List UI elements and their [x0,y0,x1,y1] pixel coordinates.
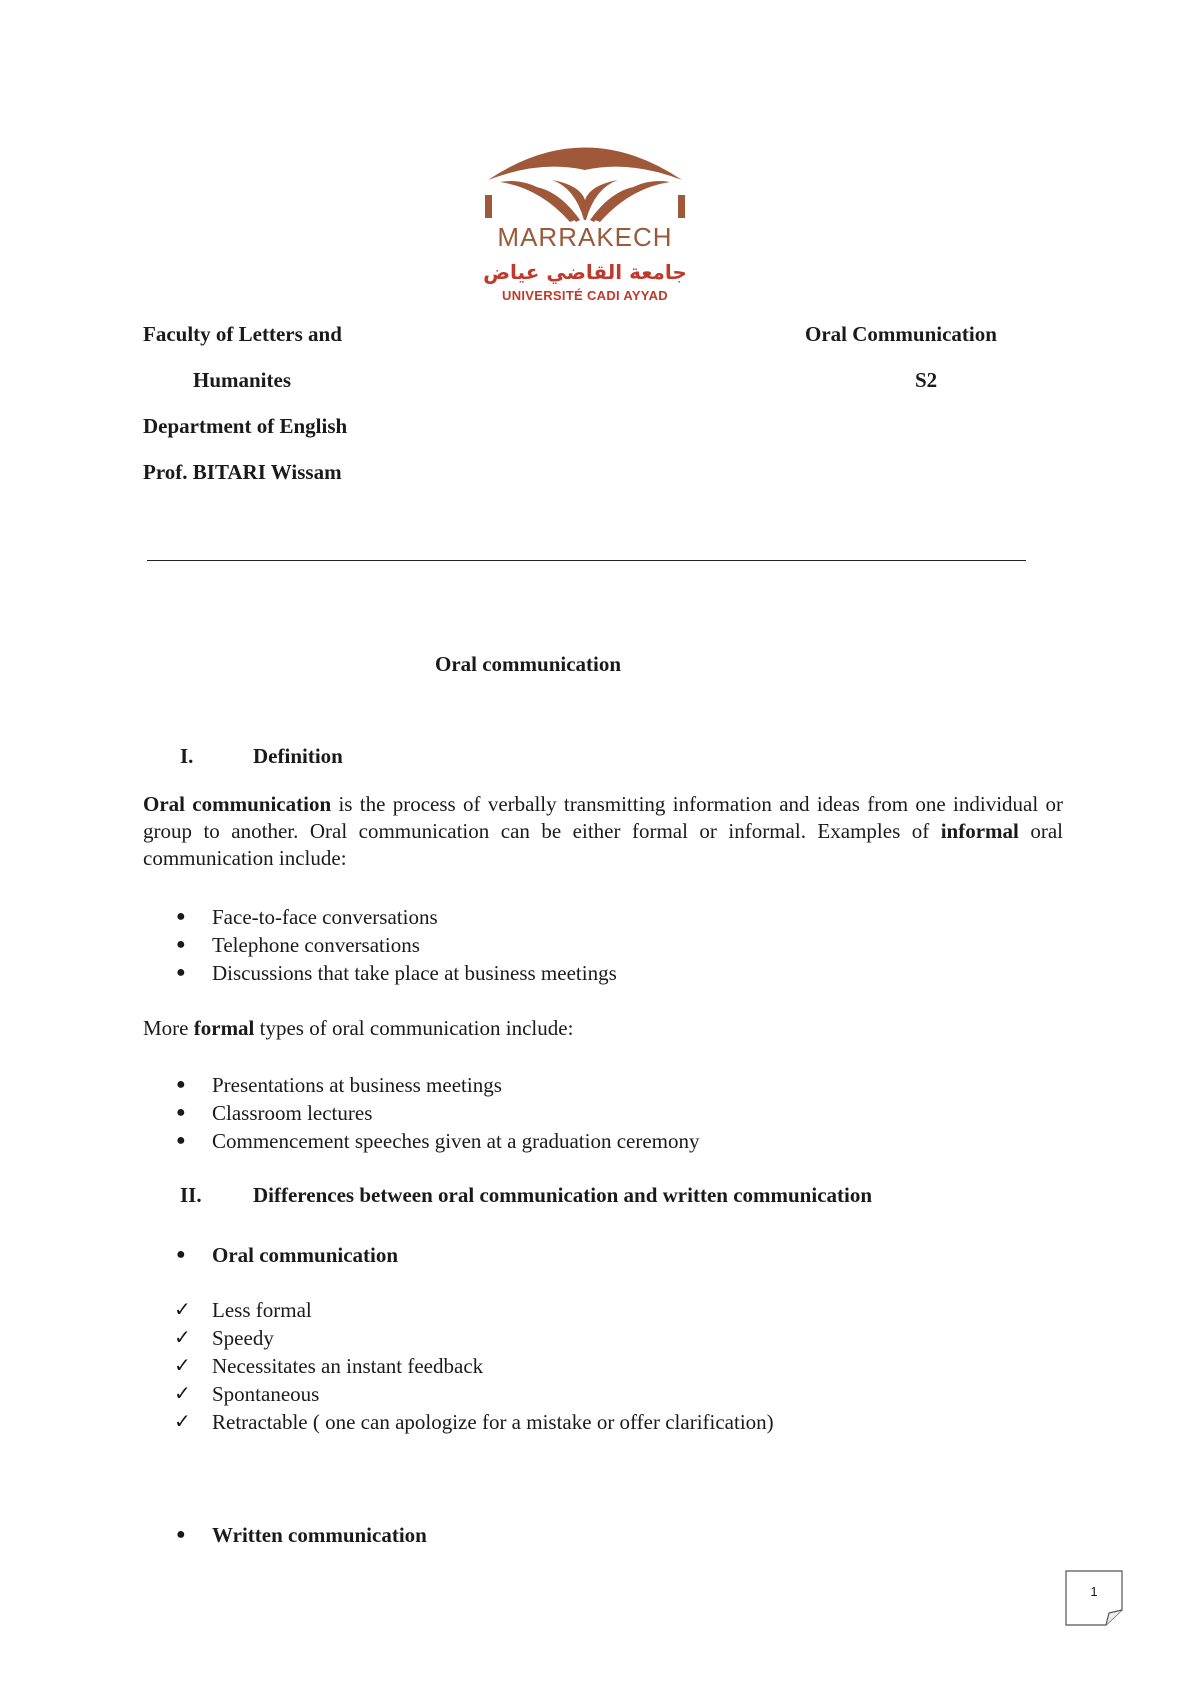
section-1-heading: Definition [253,744,343,768]
bullet-icon: ● [176,936,186,953]
faculty-line-1: Faculty of Letters and [143,322,342,346]
formal-list [143,1071,1043,1155]
list-item [143,1241,1043,1269]
definition-paragraph [143,791,1063,872]
logo-emblem-icon [480,140,690,225]
definition-text-2: oral communication include: [143,819,1064,870]
course-name: Oral Communication [805,322,997,346]
bullet-icon: ● [176,1076,186,1093]
professor-name: Prof. BITARI Wissam [143,460,342,484]
page-number: 1 [1090,1584,1098,1599]
checkmark-icon: ✓ [174,1411,191,1433]
department-name: Department of English [143,414,348,438]
section-2-heading: Differences between oral communication and written communication [253,1183,873,1207]
written-subheading: Written communication [212,1523,427,1547]
bullet-icon: ● [176,908,186,925]
checkmark-icon: ✓ [174,1383,191,1405]
definition-text-1: is the process of verbally transmitting information and ideas from one individual or group to another. Oral communication can be either formal or informal. Examples of [143,792,1063,843]
oral-subheading: Oral communication [212,1243,399,1267]
section-1-number: I. [180,744,194,768]
page-number-box [1065,1570,1123,1626]
header-divider [147,560,1026,561]
bullet-icon: ● [176,1104,186,1121]
list-item [143,1521,1043,1549]
term-informal: informal [940,819,1019,843]
faculty-line-2: Humanites [193,368,292,392]
checkmark-icon: ✓ [174,1355,191,1377]
checkmark-icon: ✓ [174,1327,191,1349]
oral-features-list [143,1296,1063,1436]
semester: S2 [915,368,938,392]
bullet-icon: ● [176,1526,186,1543]
list-item: ● Discussions that take place at business meetings [176,961,617,985]
list-item: ✓ Spontaneous [174,1382,320,1406]
logo-city: MARRAKECH [497,222,673,252]
checkmark-icon: ✓ [174,1299,191,1321]
logo-arabic-name: جامعة القاضي عياض [483,260,687,284]
term-formal: formal [193,1016,255,1040]
bullet-icon: ● [176,964,186,981]
logo-university-name: UNIVERSITÉ CADI AYYAD [502,288,668,303]
list-item: ● Commencement speeches given at a graduation ceremony [176,1129,700,1153]
list-item: ✓ Speedy [174,1326,274,1350]
list-item: ✓ Retractable ( one can apologize for a mistake or offer clarification) [174,1410,774,1434]
list-item: ✓ Less formal [174,1298,312,1322]
term-oral-communication: Oral communication [143,792,332,816]
oral-heading-list [143,1241,1043,1269]
list-item: ● Telephone conversations [176,933,420,957]
informal-list [143,903,1043,987]
document-title: Oral communication [435,652,622,676]
list-item: ● Classroom lectures [176,1101,373,1125]
university-logo [480,140,690,305]
bullet-icon: ● [176,1132,186,1149]
list-item: ● Face-to-face conversations [176,905,438,929]
formal-intro: More formal types of oral communication include: [143,1016,574,1040]
list-item: ● Presentations at business meetings [176,1073,502,1097]
list-item: ✓ Necessitates an instant feedback [174,1354,484,1378]
section-2-number: II. [180,1183,202,1207]
bullet-icon: ● [176,1246,186,1263]
written-heading-list [143,1521,1043,1549]
